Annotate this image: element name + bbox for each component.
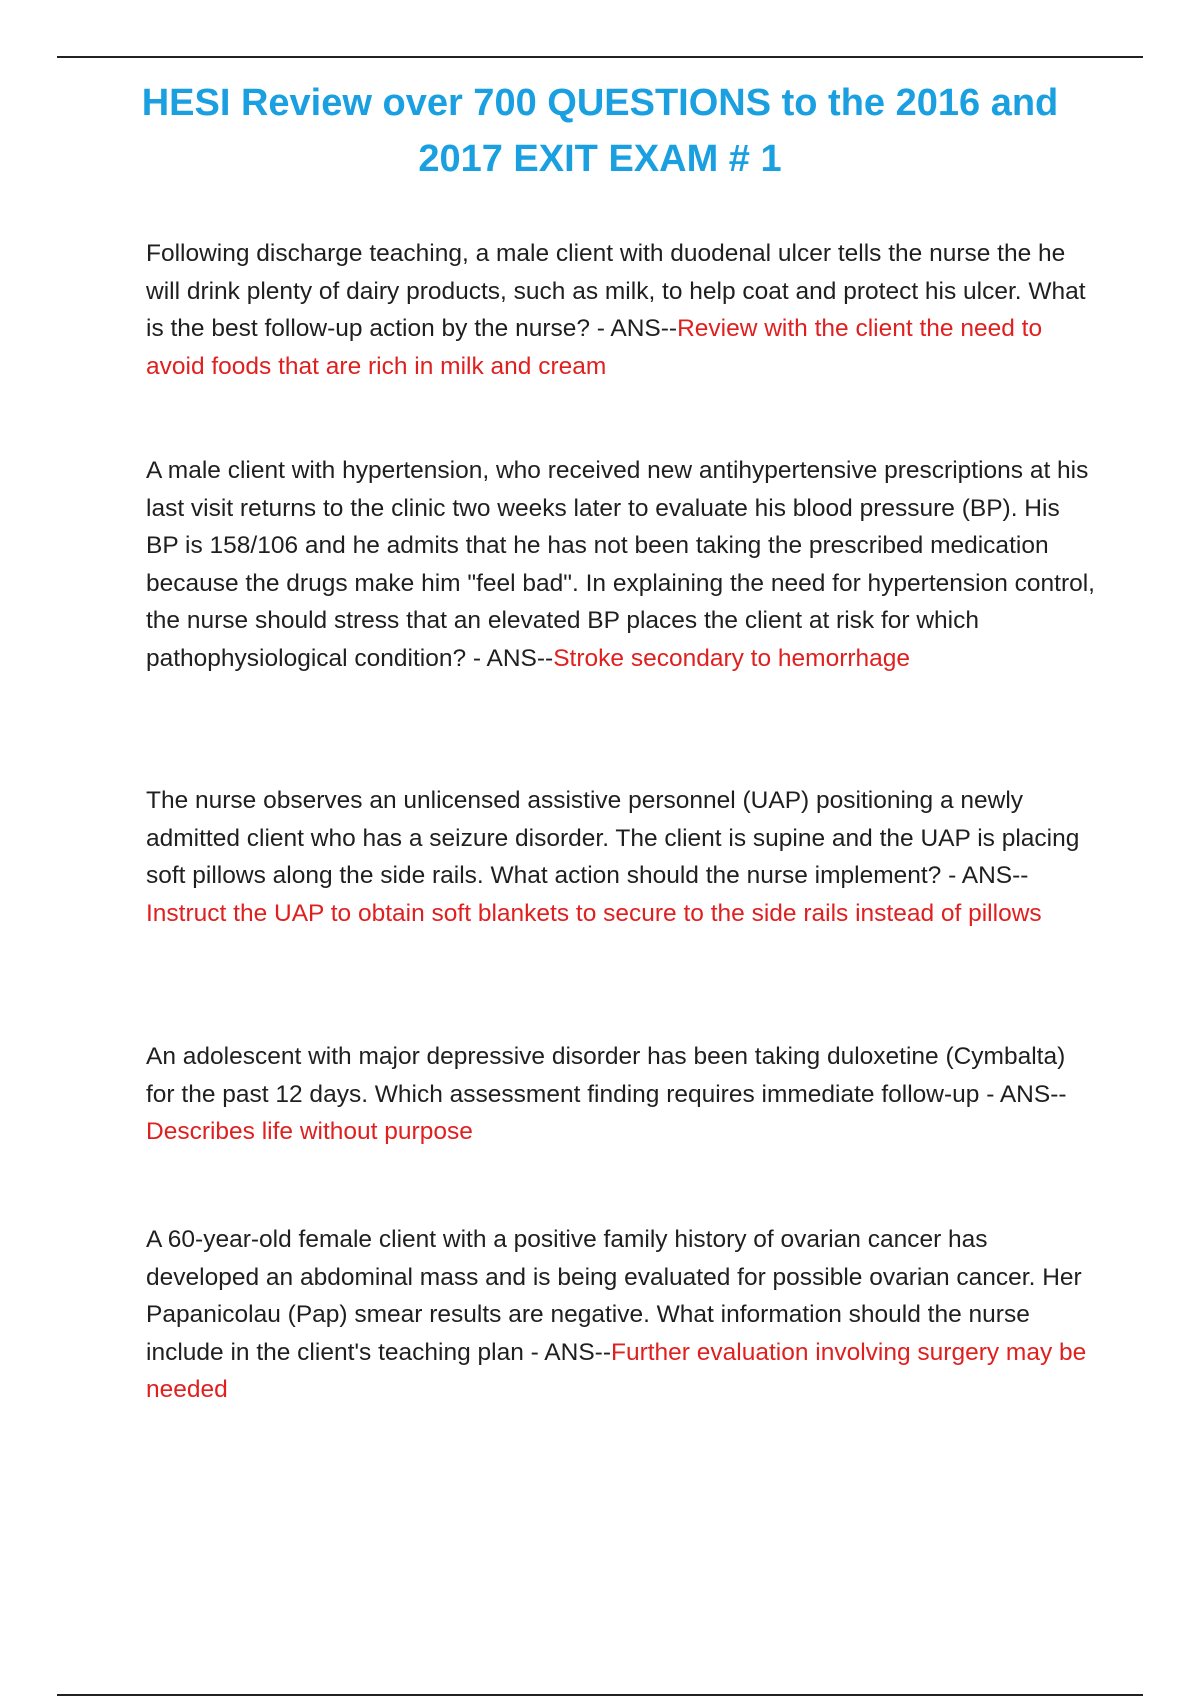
bottom-rule xyxy=(57,1694,1143,1696)
qa-item xyxy=(146,452,1096,677)
answer-text: Describes life without purpose xyxy=(146,1118,473,1145)
question-text: Following discharge teaching, a male client with duodenal ulcer tells the nurse the he will drink plenty of dairy products, such as milk, to help coat and protect his ulcer. What is the best follow-up action by the nurse? - ANS-- xyxy=(146,240,1086,342)
answer-text: Further evaluation involving surgery may be needed xyxy=(146,1338,1087,1403)
qa-item xyxy=(146,235,1096,385)
question-text: An adolescent with major depressive disorder has been taking duloxetine (Cymbalta) for the past 12 days. Which assessment finding requires immediate follow-up - ANS-- xyxy=(146,1043,1067,1108)
qa-item xyxy=(146,1038,1096,1151)
top-rule xyxy=(57,56,1143,58)
question-text: A male client with hypertension, who received new antihypertensive prescriptions at his last visit returns to the clinic two weeks later to evaluate his blood pressure (BP). His BP is 158/106 and he admits that he has not been taking the prescribed medication because the drugs make him "feel bad". In explaining the need for hypertension control, the nurse should stress that an elevated BP places the client at risk for which pathophysiological condition? - ANS-- xyxy=(146,457,1095,672)
answer-text: Review with the client the need to avoid foods that are rich in milk and cream xyxy=(146,315,1043,380)
page-title: HESI Review over 700 QUESTIONS to the 2016 and 2017 EXIT EXAM # 1 xyxy=(141,82,1059,180)
answer-text: Stroke secondary to hemorrhage xyxy=(553,644,911,672)
question-text: The nurse observes an unlicensed assistive personnel (UAP) positioning a newly admitted client who has a seizure disorder. The client is supine and the UAP is placing soft pillows along the side rails. What action should the nurse implement? - ANS-- xyxy=(146,787,1080,889)
answer-text: Instruct the UAP to obtain soft blankets to secure to the side rails instead of pillows xyxy=(146,899,1042,927)
question-text: A 60-year-old female client with a positive family history of ovarian cancer has developed an abdominal mass and is being evaluated for possible ovarian cancer. Her Papanicolau (Pap) smear results are negative. What information should the nurse include in the client's teaching plan - ANS-- xyxy=(146,1226,1082,1366)
qa-item xyxy=(146,782,1096,932)
qa-item xyxy=(146,1221,1096,1409)
